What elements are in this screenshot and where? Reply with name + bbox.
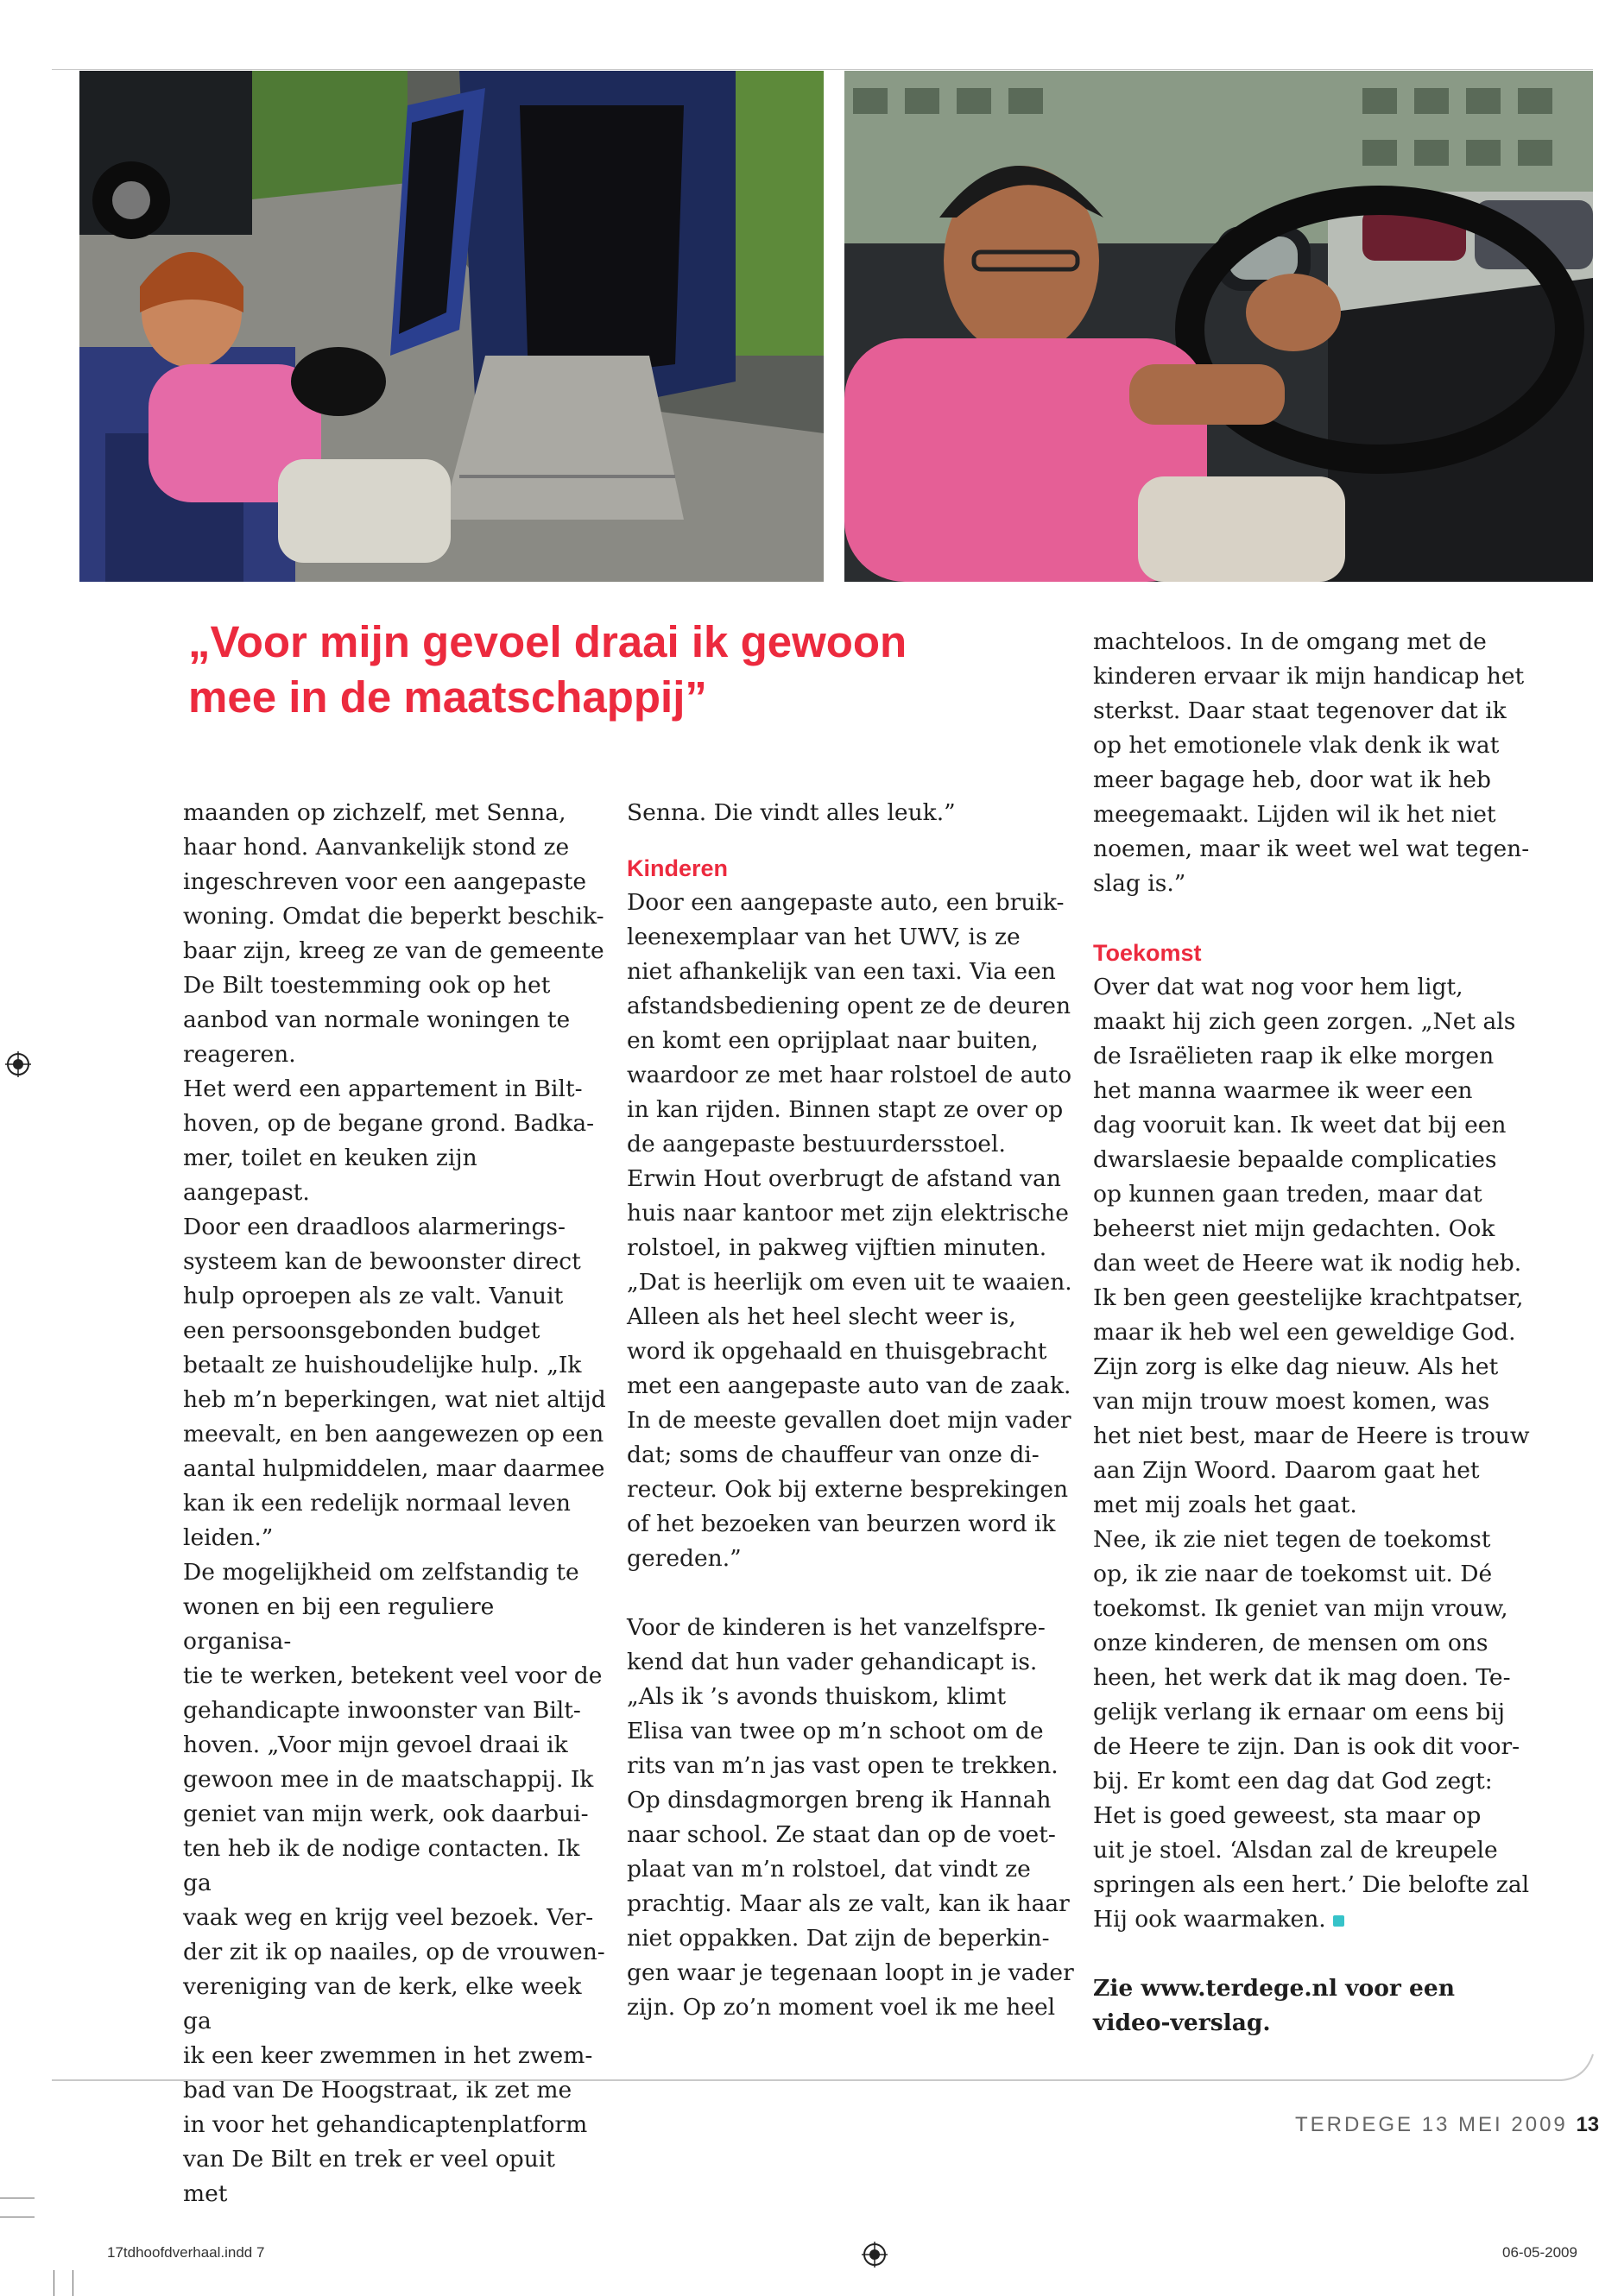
driving-car-photo bbox=[844, 71, 1593, 582]
paragraph: De mogelijkheid om zelfstandig te wonen en bij een reguliere organisa- tie te werken, betekent veel voor de gehandicapte inwoonster van Bilt- hoven. „Voor mijn gevoel draai ik gewoon mee in de maatschappij. Ik geniet van mijn werk, ook daarbui- ten heb ik de nodige contacten. Ik ga vaak weg en krijg veel bezoek. Ver- der zit ik op naailes, op de vrouwen- vereniging van de kerk, elke week ga ik een keer zwemmen in het zwem- bad van De Hoogstraat, ik zet me in voor het gehandicaptenplatform van De Bilt en trek er veel opuit met bbox=[183, 1559, 605, 2207]
spacer bbox=[1093, 901, 1551, 936]
paragraph: Over dat wat nog voor hem ligt, maakt hij zich geen zorgen. „Net als de Israëlieten raap ik elke morgen het manna waarmee ik weer een dag vooruit kan. Ik weet dat bij een dwarslaesie bepaalde complicaties op kunnen gaan treden, maar dat beheerst niet mijn gedachten. Ook dan weet de Heere wat ik nodig heb. Ik ben geen geestelijke krachtpatser, maar ik heb wel een geweldige God. Zijn zorg is elke dag nieuw. Als het van mijn trouw moest komen, was het niet best, maar de Heere is trouw aan Zijn Woord. Daarom gaat het met mij zoals het gaat. bbox=[1093, 974, 1530, 1518]
pull-quote-line-2: mee in de maatschappij” bbox=[188, 672, 707, 722]
bottom-rule bbox=[52, 2050, 1593, 2110]
paragraph-text: Nee, ik zie niet tegen de toekomst op, ik zie naar de toekomst uit. Dé toekomst. Ik geniet van mijn vrouw, onze kinderen, de mensen om ons heen, het werk dat ik mag doen. Te- gelijk verlang ik ernaar om eens bij de Heere te zijn. Dan is ook dit voor- bij. Er komt een dag dat God zegt: Het is goed geweest, sta maar op uit je stoel. ‘Alsdan zal de kreupele springen als een hert.’ Die belofte zal Hij ook waarmaken. bbox=[1093, 1526, 1530, 1933]
issue-date: 13 MEI 2009 bbox=[1421, 2113, 1568, 2136]
top-rule bbox=[52, 69, 1593, 70]
paragraph: Door een aangepaste auto, een bruik- leenexemplaar van het UWV, is ze niet afhankelijk van een taxi. Via een afstandsbediening opent ze de deuren en komt een oprijplaat naar buiten, waardoor ze met haar rolstoel de auto in kan rijden. Binnen stapt ze over op de aangepaste bestuurdersstoel. bbox=[627, 889, 1072, 1157]
video-link-callout[interactable]: Zie www.terdege.nl voor een video-verslag. bbox=[1093, 1975, 1456, 2036]
end-mark-icon bbox=[1333, 1915, 1344, 1927]
spacer bbox=[627, 1576, 1076, 1611]
pull-quote-line-1: „Voor mijn gevoel draai ik gewoon bbox=[188, 617, 907, 666]
page-footer bbox=[1295, 2113, 1599, 2137]
paragraph: Voor de kinderen is het vanzelfspre- kend dat hun vader gehandicapt is. „Als ik ’s avonds thuiskom, klimt Elisa van twee op m’n schoot om de rits van m’n jas vast open te trekken. Op dinsdagmorgen breng ik Hannah naar school. Ze staat dan op de voet- plaat van m’n rolstoel, dat vindt ze prachtig. Maar als ze valt, kan ik haar niet oppakken. Dat zijn de beperkin- gen waar je tegenaan loopt in je vader zijn. Op zo’n moment voel ik me heel bbox=[627, 1614, 1074, 2021]
article-column-2 bbox=[627, 796, 1076, 2025]
magazine-name: TERDEGE bbox=[1295, 2113, 1414, 2136]
paragraph: Het werd een appartement in Bilt- hoven, op de begane grond. Badka- mer, toilet en keuken zijn aangepast. Door een draadloos alarmerings- systeem kan de bewoonster direct hulp oproepen als ze valt. Vanuit een persoonsgebonden budget betaalt ze huishoudelijke hulp. „Ik heb m’n beperkingen, wat niet altijd meevalt, en ben aangewezen op een aantal hulpmiddelen, maar daarmee kan ik een redelijk normaal leven leiden.” bbox=[183, 1075, 606, 1551]
paragraph: Erwin Hout overbrugt de afstand van huis naar kantoor met zijn elektrische rolstoel, in pakweg vijftien minuten. „Dat is heerlijk om even uit te waaien. Alleen als het heel slecht weer is, word ik opgehaald en thuisgebracht met een aangepaste auto van de zaak. In de meeste gevallen doet mijn vader dat; soms de chauffeur van onze di- recteur. Ook bij externe besprekingen of het bezoeken van beurzen word ik gereden.” bbox=[627, 1165, 1072, 1572]
section-heading-kinderen: Kinderen bbox=[627, 855, 729, 881]
wheelchair-van-photo bbox=[79, 71, 824, 582]
slug-filename: 17tdhoofdverhaal.indd 7 bbox=[107, 2244, 265, 2261]
paragraph: machteloos. In de omgang met de kinderen ervaar ik mijn handicap het sterkst. Daar staat tegenover dat ik op het emotionele vlak denk ik wat meer bagage heb, door wat ik heb meegemaakt. Lijden wil ik het niet noemen, maar ik weet wel wat tegen- slag is.” bbox=[1093, 628, 1530, 897]
slug-date: 06-05-2009 bbox=[1502, 2244, 1577, 2261]
pull-quote bbox=[188, 615, 1000, 725]
registration-mark-icon bbox=[5, 1051, 31, 1077]
paragraph bbox=[1093, 1523, 1551, 1937]
article-column-1 bbox=[183, 796, 606, 2211]
section-heading-toekomst: Toekomst bbox=[1093, 940, 1202, 966]
paragraph: Senna. Die vindt alles leuk.” bbox=[627, 799, 956, 826]
article-column-3 bbox=[1093, 625, 1551, 2041]
registration-mark-icon bbox=[862, 2242, 888, 2268]
paragraph: maanden op zichzelf, met Senna, haar hond. Aanvankelijk stond ze ingeschreven voor een aangepaste woning. Omdat die beperkt beschik- baar zijn, kreeg ze van de gemeente De Bilt toestemming ook op het aanbod van normale woningen te reageren. bbox=[183, 799, 604, 1068]
spacer bbox=[1093, 1937, 1551, 1971]
page-number: 13 bbox=[1576, 2113, 1599, 2136]
spacer bbox=[627, 830, 1076, 851]
